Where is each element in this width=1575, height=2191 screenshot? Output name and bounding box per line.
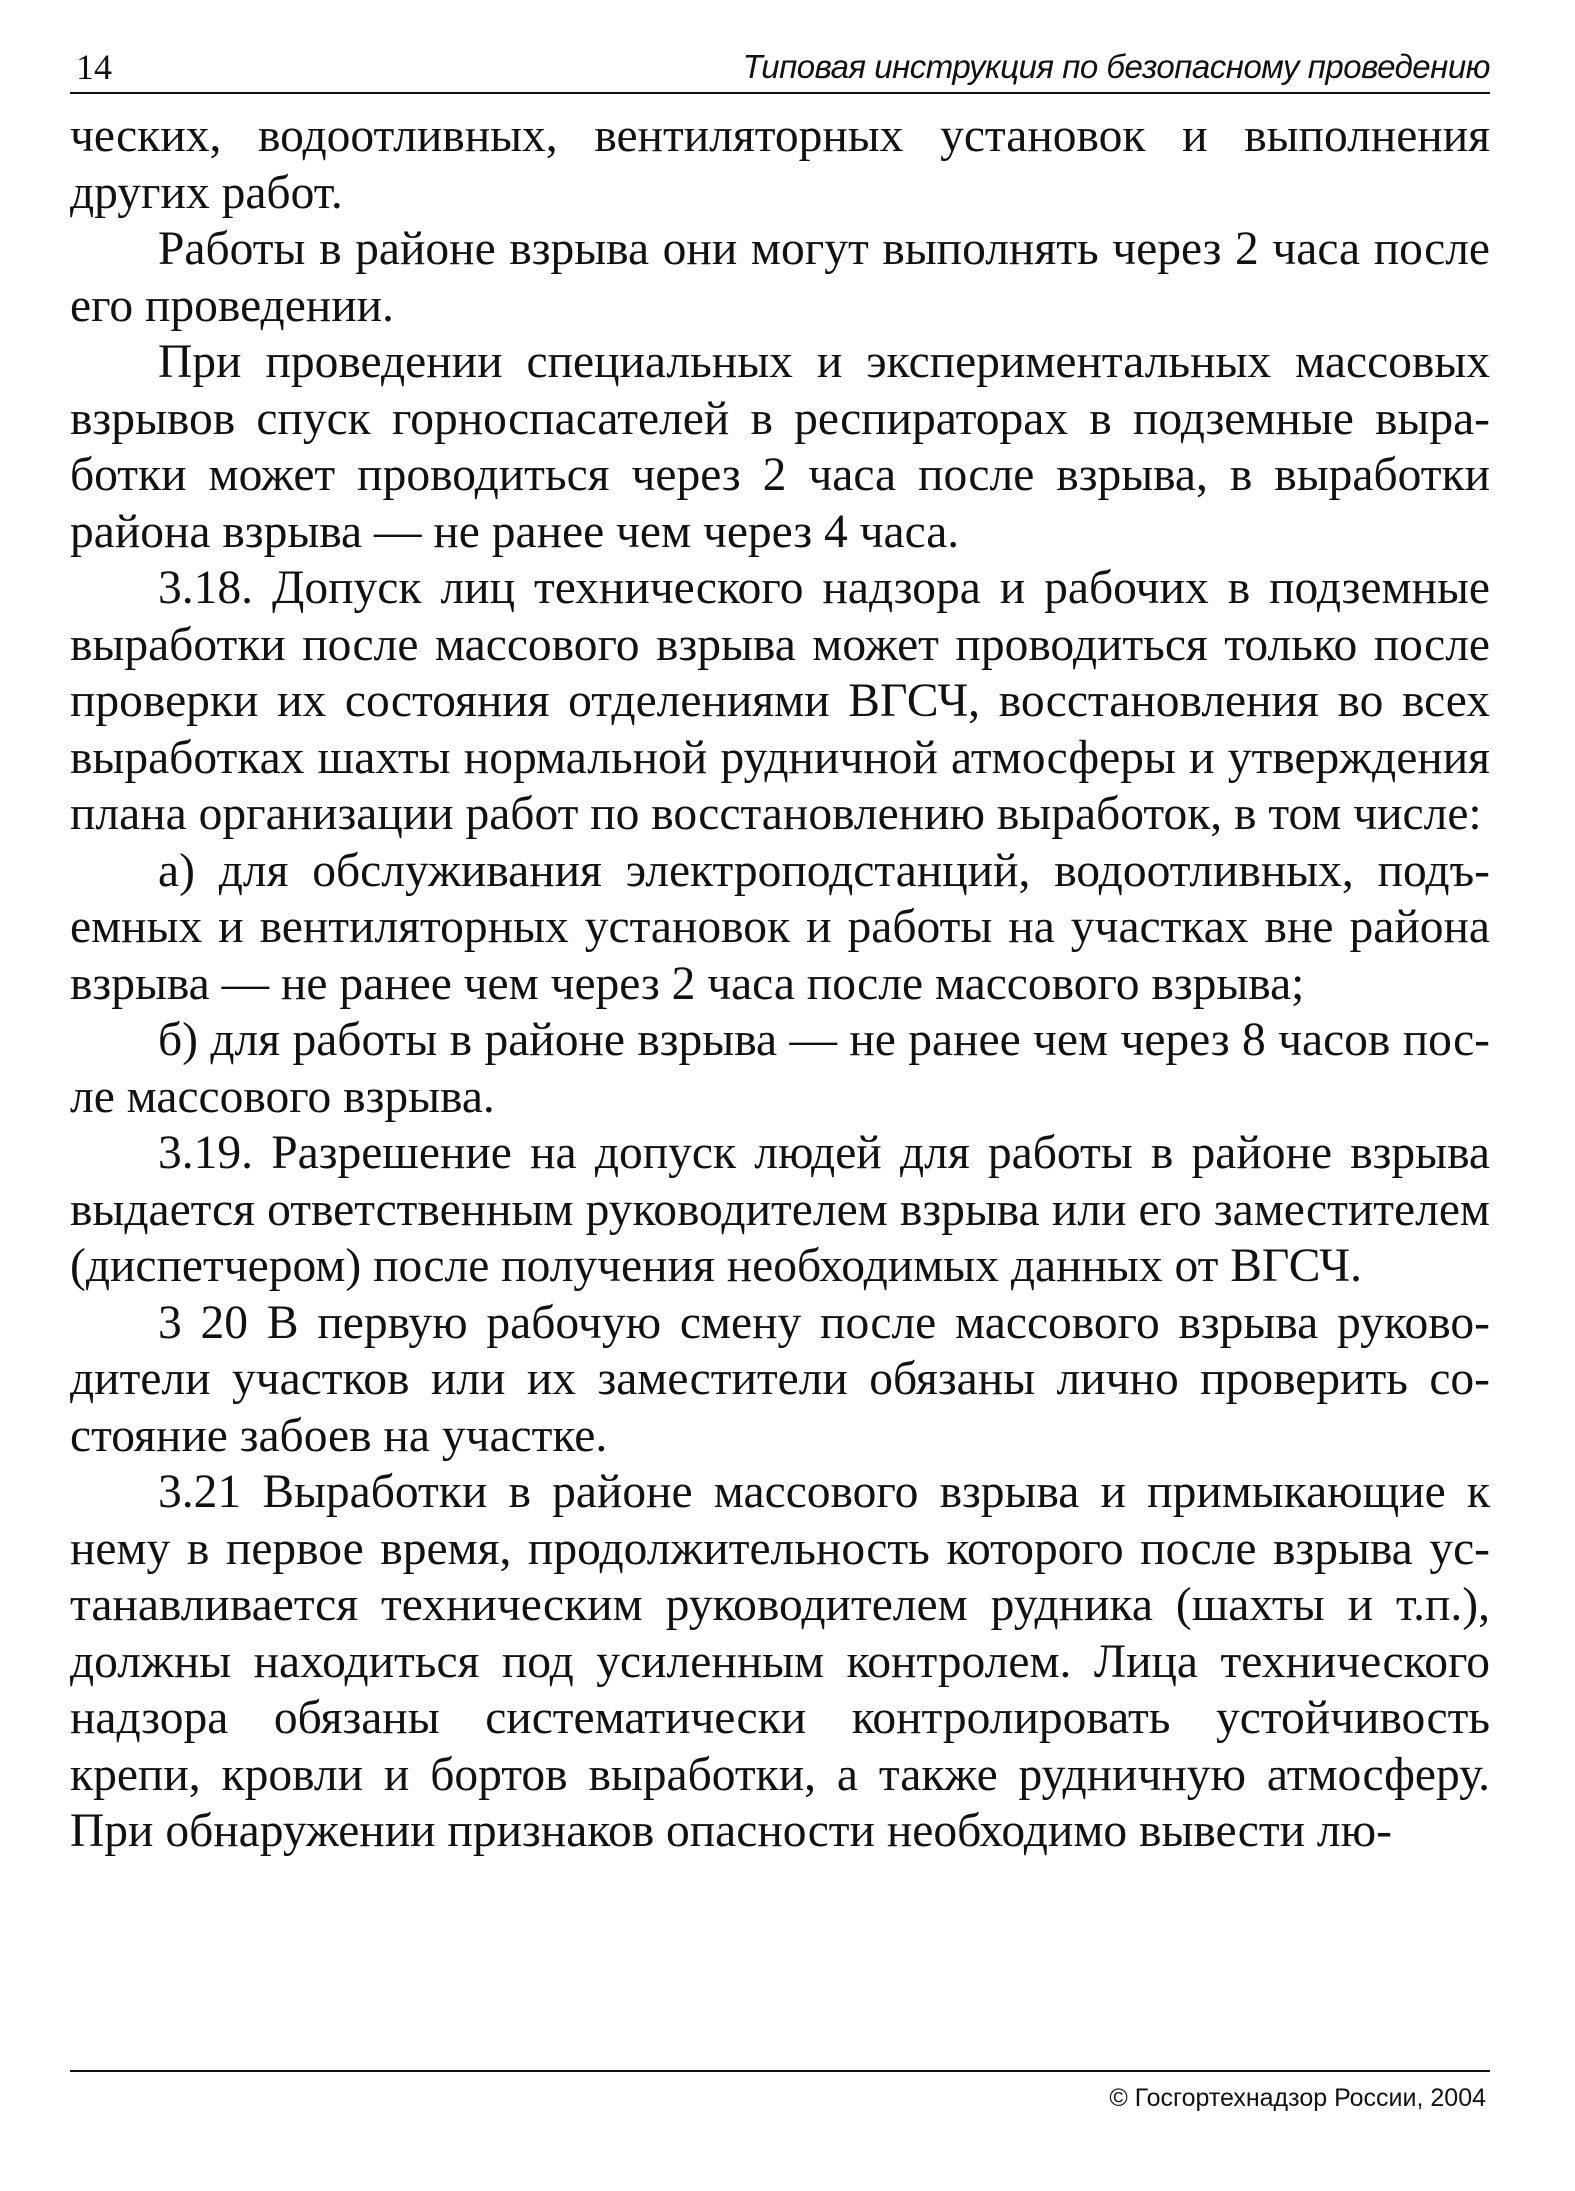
paragraph-item-b: б) для работы в районе взрыва — не ранее чем через 8 часов после массового взрыва. xyxy=(70,1014,1490,1123)
paragraph: Работы в районе взрыва они могут выполнять через 2 часа после его проведении. xyxy=(70,223,1490,332)
paragraph-clause-3-21: 3.21 Выработки в районе массового взрыва и примыкающие к нему в первое время, продолжительность которого после взрыва устанавливается техническим руководителем рудника (шахты и т.п.), должны находиться под усиленным контролем. Лица технического надзора обязаны систематически контролировать устойчивость крепи, кровли и бортов выработки, а также рудничную атмосферу. При обнаружении признаков опасности необходимо вывести лю- xyxy=(70,1466,1490,1857)
running-header xyxy=(70,30,1490,94)
paragraph-clause-3-20: 3 20 В первую рабочую смену после массового взрыва руководители участков или их заместители обязаны лично проверить состояние забоев на участке. xyxy=(70,1296,1490,1462)
paragraph-clause-3-18: 3.18. Допуск лиц технического надзора и рабочих в подземные выработки после массового взрыва может проводиться только после проверки их состояния отделениями ВГСЧ, восстановления во всех выработках шахты нормальной рудничной атмосферы и утверждения плана организации работ по восстановлению выработок, в том числе: xyxy=(70,562,1490,840)
document-page xyxy=(70,30,1490,2160)
footer-divider xyxy=(70,2070,1490,2072)
running-header-title: Типовая инструкция по безопасному проведению xyxy=(742,48,1490,85)
paragraph: При проведении специальных и экспериментальных массовых взрывов спуск горноспасателей в респираторах в подземные выработки может проводиться через 2 часа после взрыва, в выработки района взрыва — не ранее чем через 4 часа. xyxy=(70,336,1490,558)
footer-copyright: © Госгортехнадзор России, 2004 xyxy=(1109,2084,1486,2112)
body-text xyxy=(70,108,1490,1860)
paragraph-continuation: ческих, водоотливных, вентиляторных установок и выполнения других работ. xyxy=(70,110,1490,219)
paragraph-clause-3-19: 3.19. Разрешение на допуск людей для работы в районе взрыва выдается ответственным руководителем взрыва или его заместителем (диспетчером) после получения необходимых данных от ВГСЧ. xyxy=(70,1127,1490,1292)
paragraph-item-a: а) для обслуживания электроподстанций, водоотливных, подъемных и вентиляторных установок и работы на участках вне района взрыва — не ранее чем через 2 часа после массового взрыва; xyxy=(70,844,1490,1010)
page-number: 14 xyxy=(76,47,112,87)
